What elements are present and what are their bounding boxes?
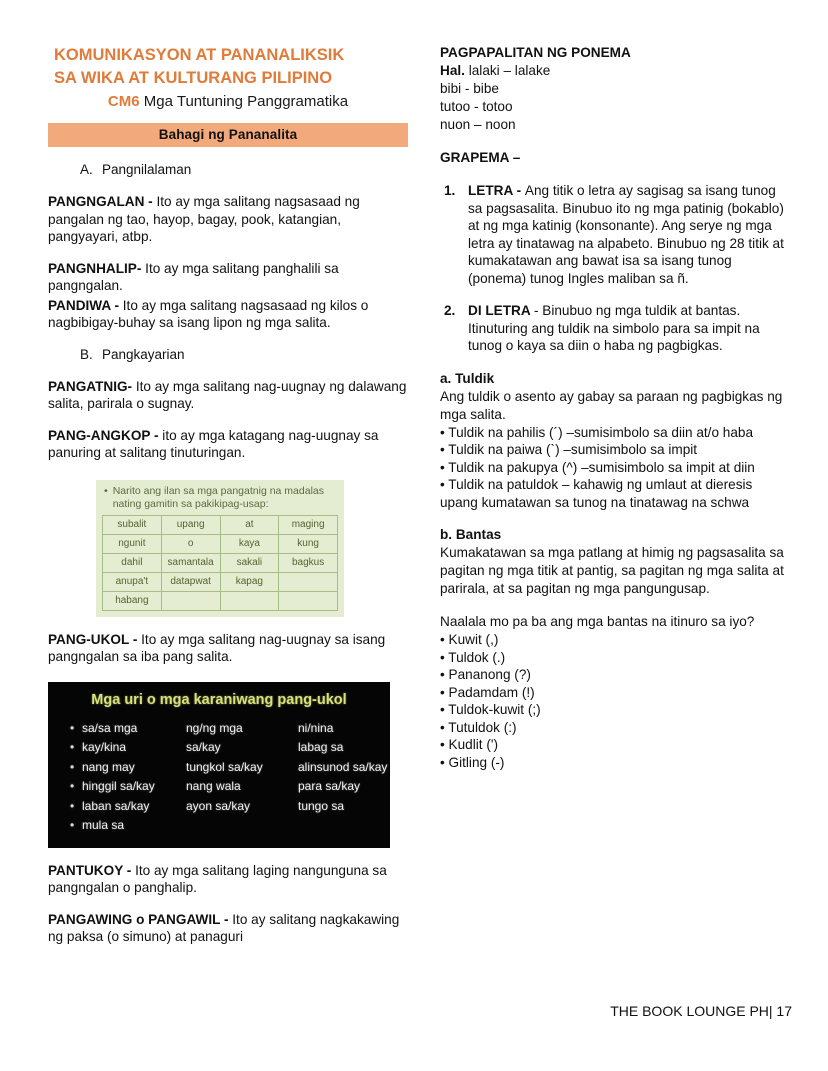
tuldik-item: • Tuldik na paiwa (`) –sumisimbolo sa impit bbox=[440, 442, 698, 457]
list-body bbox=[468, 182, 790, 287]
pang-ukol-term: sa/sa mga bbox=[82, 720, 138, 735]
text-letra: Ang titik o letra ay sagisag sa isang tunog sa pagsasalita. Binubuo ito ng mga patinig (bokablo) at ng mga katinig (konsonante). Ang serye ng mga letra ay tinatawag na alpabeto. Binubuo ng 28 titik at kumakatawan ang bawat isa sa isang tunog (ponema) tunog Ingles maliban sa ñ. bbox=[468, 183, 784, 286]
left-column bbox=[48, 44, 408, 946]
table-row bbox=[103, 534, 338, 553]
table-cell: at bbox=[220, 515, 279, 534]
table-cell: o bbox=[161, 534, 220, 553]
term-pangatnig: PANGATNIG- bbox=[48, 378, 136, 394]
table-cell: anupa't bbox=[103, 572, 162, 591]
heading-grapema: GRAPEMA – bbox=[440, 150, 521, 165]
document-title bbox=[54, 44, 408, 90]
outline-item-a bbox=[80, 161, 408, 179]
heading-tuldik: a. Tuldik bbox=[440, 370, 495, 386]
pang-ukol-term: nang may bbox=[82, 759, 135, 774]
list-item bbox=[70, 797, 390, 817]
bantas-item: • Tuldok-kuwit (;) bbox=[440, 702, 541, 717]
bantas-item: • Pananong (?) bbox=[440, 667, 531, 682]
table-row bbox=[103, 572, 338, 591]
bullet-icon: • bbox=[70, 779, 75, 793]
outline-label-b: Pangkayarian bbox=[102, 346, 185, 362]
table-cell: kung bbox=[279, 534, 338, 553]
spacer bbox=[440, 598, 790, 613]
bantas-item: • Gitling (-) bbox=[440, 754, 505, 770]
pangatnig-intro bbox=[102, 485, 338, 511]
text-pang-angkop: ito ay mga katagang nag-uugnay sa panuring at salitang tinuturingan. bbox=[48, 427, 379, 460]
table-cell: habang bbox=[103, 591, 162, 610]
pang-ukol-term: ni/nina bbox=[298, 720, 334, 735]
text-pangngalan: Ito ay mga salitang nagsasaad ng pangalan ng tao, hayop, bagay, pook, katangian, pangyayari, atbp. bbox=[48, 194, 360, 244]
term-pandiwa: PANDIWA - bbox=[48, 297, 123, 313]
term-pang-angkop: PANG-ANGKOP - bbox=[48, 427, 163, 443]
table-row bbox=[103, 553, 338, 572]
term-pangngalan: PANGNGALAN - bbox=[48, 194, 157, 209]
list-body bbox=[468, 302, 790, 355]
bullet-icon: • bbox=[104, 484, 108, 497]
pang-ukol-term: laban sa/kay bbox=[82, 798, 150, 813]
term-letra: LETRA - bbox=[468, 183, 525, 198]
pang-ukol-term: para sa/kay bbox=[298, 779, 361, 793]
outline-letter-b: B. bbox=[80, 346, 93, 362]
table-cell bbox=[161, 591, 220, 610]
two-column-layout bbox=[0, 44, 828, 946]
hal-label: Hal. bbox=[440, 63, 465, 78]
page-footer: THE BOOK LOUNGE PH| 17 bbox=[610, 1003, 792, 1019]
pang-ukol-image-box bbox=[48, 682, 390, 848]
bullet-icon: • bbox=[70, 740, 75, 754]
pang-ukol-term: tungo sa bbox=[298, 798, 345, 813]
pangatnig-intro-text: Narito ang ilan sa mga pangatnig na madalas nating gamitin sa pakikipag-usap: bbox=[112, 484, 324, 510]
table-cell: maging bbox=[279, 515, 338, 534]
list-item bbox=[70, 758, 390, 778]
grapema-numbered-list bbox=[440, 182, 790, 355]
list-number: 2. bbox=[444, 303, 456, 318]
pang-ukol-term: alinsunod sa/kay bbox=[298, 759, 388, 774]
list-item bbox=[70, 777, 390, 797]
table-cell: kaya bbox=[220, 534, 279, 553]
bullet-icon: • bbox=[70, 818, 75, 832]
outline-label-a: Pangnilalaman bbox=[102, 162, 192, 177]
table-cell: upang bbox=[161, 515, 220, 534]
bullet-icon: • bbox=[70, 759, 75, 774]
definition-pang-ukol bbox=[48, 631, 408, 666]
definition-pangngalan bbox=[48, 193, 408, 246]
title-line-1: KOMUNIKASYON AT PANANALIKSIK bbox=[54, 46, 345, 64]
list-item bbox=[440, 182, 790, 287]
bantas-question: Naalala mo pa ba ang mga bantas na itinuro sa iyo? bbox=[440, 614, 755, 629]
definition-pandiwa bbox=[48, 297, 408, 332]
text-pangatnig: Ito ay mga salitang nag-uugnay ng dalawang salita, parirala o sugnay. bbox=[48, 378, 407, 411]
pang-ukol-rows bbox=[48, 719, 390, 836]
list-item bbox=[70, 719, 390, 739]
list-number: 1. bbox=[444, 183, 456, 198]
pang-ukol-term: kay/kina bbox=[82, 740, 127, 754]
term-pangnhalip: PANGNHALIP- bbox=[48, 260, 146, 276]
pangatnig-table bbox=[102, 515, 338, 611]
pang-ukol-term: nang wala bbox=[186, 779, 241, 793]
text-pang-ukol: Ito ay mga salitang nag-uugnay sa isang pangngalan sa iba pang salita. bbox=[48, 631, 386, 664]
tuldik-item: • Tuldik na pahilis (´) –sumisimbolo sa diin at/o haba bbox=[440, 424, 754, 440]
pang-ukol-term: ayon sa/kay bbox=[186, 798, 251, 813]
spacer bbox=[440, 134, 790, 149]
title-line-2: SA WIKA AT KULTURANG PILIPINO bbox=[54, 69, 333, 87]
spacer bbox=[440, 511, 790, 526]
text-pangawing: Ito ay salitang nagkakawing ng paksa (o simuno) at panaguri bbox=[48, 911, 400, 944]
table-cell: sakali bbox=[220, 553, 279, 572]
ponema-example-3: tutoo - totoo bbox=[440, 99, 513, 114]
outline-letter-a: A. bbox=[80, 162, 93, 177]
table-row bbox=[103, 591, 338, 610]
pang-ukol-box-title: Mga uri o mga karaniwang pang-ukol bbox=[91, 691, 347, 708]
table-cell: samantala bbox=[161, 553, 220, 572]
pang-ukol-term bbox=[298, 816, 390, 836]
table-cell: dahil bbox=[103, 553, 162, 572]
definition-pangawing bbox=[48, 911, 408, 946]
table-cell bbox=[220, 591, 279, 610]
heading-bantas: b. Bantas bbox=[440, 527, 502, 542]
bantas-item: • Padamdam (!) bbox=[440, 684, 535, 700]
bullet-icon: • bbox=[70, 798, 75, 813]
list-item bbox=[70, 816, 390, 836]
table-cell bbox=[279, 572, 338, 591]
tuldik-intro: Ang tuldik o asento ay gabay sa paraan ng pagbigkas ng mga salita. bbox=[440, 388, 783, 422]
text-pangnhalip: Ito ay mga salitang panghalili sa pangngalan. bbox=[48, 260, 339, 293]
term-pang-ukol: PANG-UKOL - bbox=[48, 631, 142, 647]
ponema-example-2: bibi - bibe bbox=[440, 81, 499, 96]
pang-ukol-term: ng/ng mga bbox=[186, 720, 243, 735]
spacer bbox=[440, 355, 790, 370]
pang-ukol-term: hinggil sa/kay bbox=[82, 779, 155, 793]
definition-pantukoy bbox=[48, 862, 408, 897]
list-item bbox=[440, 302, 790, 355]
table-row bbox=[103, 515, 338, 534]
term-pangawing: PANGAWING o PANGAWIL - bbox=[48, 911, 233, 927]
bantas-item: • Tuldok (.) bbox=[440, 649, 506, 665]
table-cell: kapag bbox=[220, 572, 279, 591]
bantas-item: • Kuwit (,) bbox=[440, 632, 499, 647]
pang-ukol-term: sa/kay bbox=[186, 740, 221, 754]
table-cell: bagkus bbox=[279, 553, 338, 572]
pangatnig-table-box bbox=[96, 480, 344, 617]
pang-ukol-term: labag sa bbox=[298, 740, 344, 754]
heading-pagpapalitan-ng-ponema: PAGPAPALITAN NG PONEMA bbox=[440, 45, 631, 60]
table-cell bbox=[279, 591, 338, 610]
right-column bbox=[440, 44, 790, 771]
pang-ukol-term: mula sa bbox=[82, 818, 125, 832]
list-item bbox=[70, 738, 390, 758]
bullet-icon: • bbox=[70, 720, 75, 735]
table-cell: datapwat bbox=[161, 572, 220, 591]
term-pantukoy: PANTUKOY - bbox=[48, 862, 136, 878]
bantas-intro: Kumakatawan sa mga patlang at himig ng pagsasalita sa pagitan ng mga titik at pantig, sa pagitan ng mga salita at parirala, at sa pagitan ng mga pangungusap. bbox=[440, 545, 784, 596]
definition-pangatnig bbox=[48, 378, 408, 413]
tuldik-item: • Tuldik na pakupya (^) –sumisimbolo sa impit at diin bbox=[440, 459, 755, 475]
bantas-item: • Kudlit (') bbox=[440, 737, 498, 752]
table-cell: ngunit bbox=[103, 534, 162, 553]
document-subtitle bbox=[48, 91, 408, 112]
definition-pang-angkop bbox=[48, 427, 408, 462]
subtitle-text: Mga Tuntuning Panggramatika bbox=[143, 93, 349, 110]
text-pantukoy: Ito ay mga salitang laging nangunguna sa pangngalan o panghalip. bbox=[48, 862, 387, 895]
section-banner: Bahagi ng Pananalita bbox=[48, 123, 408, 147]
table-cell: subalit bbox=[103, 515, 162, 534]
text-di-letra: - Binubuo ng mga tuldik at bantas. Itinuturing ang tuldik na simbolo para sa impit na tunog o kaya sa diin o haba ng pagbigkas. bbox=[468, 303, 760, 353]
pang-ukol-term bbox=[186, 816, 298, 836]
course-code: CM6 bbox=[107, 93, 140, 110]
pang-ukol-term: tungkol sa/kay bbox=[186, 759, 263, 774]
bantas-item: • Tutuldok (:) bbox=[440, 719, 517, 735]
ponema-example-4: nuon – noon bbox=[440, 117, 516, 132]
text-pandiwa: Ito ay mga salitang nagsasaad ng kilos o nagbibigay-buhay sa isang lipon ng mga salita. bbox=[48, 297, 369, 330]
ponema-example-1 bbox=[440, 62, 790, 80]
outline-item-b bbox=[80, 346, 408, 364]
tuldik-item: • Tuldik na patuldok – kahawig ng umlaut at dieresis upang kumatawan sa tunog na tinatawag na schwa bbox=[440, 477, 753, 510]
term-di-letra: DI LETRA bbox=[468, 303, 534, 318]
ponema-pair: lalaki – lalake bbox=[464, 63, 551, 78]
definition-pangnhalip bbox=[48, 260, 408, 295]
